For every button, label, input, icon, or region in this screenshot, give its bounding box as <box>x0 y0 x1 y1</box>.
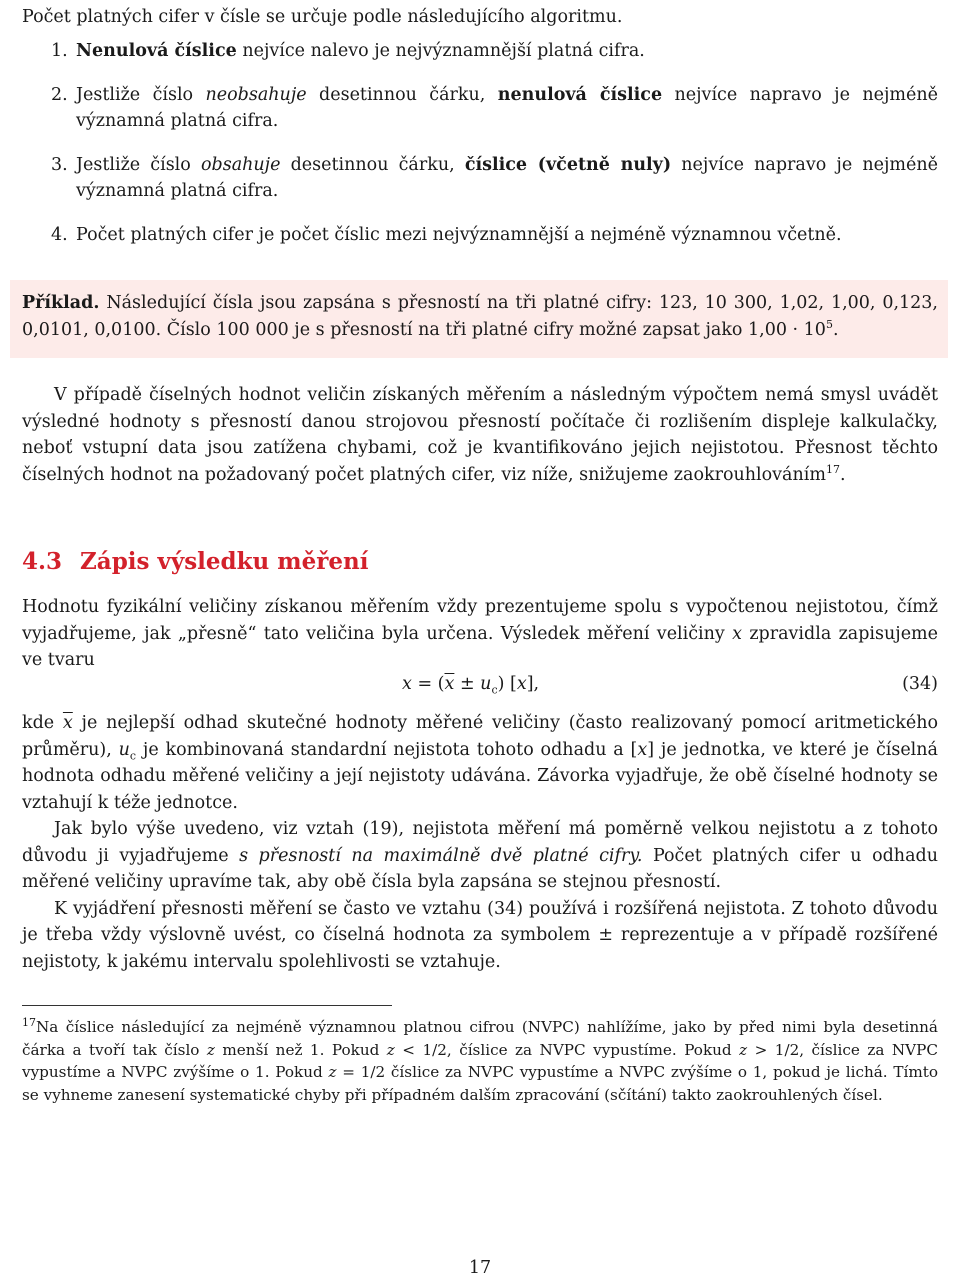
footnote-ref[interactable]: 17 <box>825 462 840 476</box>
list-item <box>22 82 938 135</box>
bold-term: Nenulová číslice <box>76 41 237 61</box>
emphasis-text: obsahuje <box>200 154 281 175</box>
equation-number: (34) <box>902 674 938 694</box>
section-number: 4.3 <box>22 548 63 575</box>
math-var: z <box>206 1040 215 1059</box>
equation-formula <box>402 674 540 697</box>
paragraph: K vyjádření přesnosti měření se často ve vztahu (34) používá i rozšířená nejistota. Z tohoto důvodu je třeba vždy výslovně uvést, co číselná hodnota za symbolem ± reprezentuje a v případě rozšířené nejistoty, k jakému intervalu spolehlivosti se vztahuje. <box>22 898 938 972</box>
list-item <box>22 38 938 65</box>
example-text <box>22 290 938 343</box>
item-text: Jestliže číslo <box>76 84 206 105</box>
footnote-mark: 17 <box>22 1015 36 1029</box>
math-var: x <box>402 674 412 694</box>
math-op: = ( <box>411 674 445 694</box>
item-text: nejvíce napravo je nejméně významná platná cifra. <box>76 84 938 131</box>
footnote-text: = 1/2 číslice za NVPC vypustíme a NVPC zvýšíme o 1, pokud je lichá. Tímto se vyhneme zanesení systematické chyby při případném dalším zpracování (sčítání) takto zaokrouhlených čísel. <box>22 1063 939 1104</box>
footnote-text: menší než 1. Pokud <box>214 1040 387 1059</box>
math-var: u <box>118 739 130 760</box>
item-number: 3. <box>51 154 68 175</box>
math-op: ], <box>526 674 540 694</box>
paragraph <box>22 816 938 896</box>
equation <box>22 674 938 702</box>
text-block <box>22 710 938 975</box>
item-text: desetinnou čárku, <box>306 84 498 105</box>
paragraph-text: Počet platných cifer u odhadu měřené veličiny upravíme tak, aby obě čísla byla zapsána se stejnou přesností. <box>22 845 938 892</box>
paragraph <box>22 594 938 674</box>
footnote-text: Na číslice následující za nejméně významnou platnou cifrou (NVPC) nahlížíme, jako by před nimi byla desetinná čárka a tvoří tak číslo <box>22 1018 938 1059</box>
section-title: Zápis výsledku měření <box>80 548 369 575</box>
emphasis-text: neobsahuje <box>205 84 307 105</box>
item-number: 4. <box>51 224 68 245</box>
example-label: Příklad. <box>22 293 100 313</box>
math-op: ) [ <box>497 674 517 694</box>
emphasis-text: s přesností na maximálně dvě platné cifry. <box>239 845 643 866</box>
paragraph-end: . <box>839 464 846 485</box>
footnote-divider <box>22 1005 392 1006</box>
footnote-text: < 1/2, číslice za NVPC vypustíme. Pokud <box>394 1040 740 1059</box>
math-var: z <box>386 1040 395 1059</box>
example-end: . <box>832 319 839 340</box>
paragraph-text: Jak bylo výše uvedeno, viz vztah (19), nejistota měření má poměrně velkou nejistotu a z tohoto důvodu ji vyjadřujeme <box>22 819 938 866</box>
footnote-text: > 1/2, číslice za NVPC vypustíme a NVPC zvýšíme o 1. Pokud <box>22 1040 938 1081</box>
math-var: z <box>739 1040 748 1059</box>
paragraph-text: ] je jednotka, ve které je číselná hodnota odhadu měřené veličiny a její nejistoty udávána. Závorka vyjadřuje, že obě číselné hodnoty se vztahují k téže jednotce. <box>22 739 938 813</box>
item-text: nejvíce napravo je nejméně významná platná cifra. <box>76 154 938 201</box>
paragraph <box>22 710 938 816</box>
bold-term: číslice (včetně nuly) <box>464 154 672 175</box>
paragraph-text: je nejlepší odhad skutečné hodnoty měřené veličiny (často realizovaný pomocí aritmetického průměru), <box>22 713 938 760</box>
example-body: Následující čísla jsou zapsána s přesností na tři platné cifry: 123, 10 300, 1,02, 1,00, 0,123, 0,0101, 0,0100. Číslo 100 000 je s přesností na tři platné cifry možné zapsat jako 1,00 · 10 <box>22 293 938 340</box>
list-item <box>22 222 938 249</box>
item-number: 2. <box>51 84 68 105</box>
item-text: Jestliže číslo <box>76 154 201 175</box>
item-number: 1. <box>51 41 68 61</box>
paragraph-text: je kombinovaná standardní nejistota tohoto odhadu a [ <box>136 739 638 760</box>
paragraph-text: V případě číselných hodnot veličin získaných měřením a následným výpočtem nemá smysl uvádět výsledné hodnoty s přesností danou strojovou přesností počítače či rozlišením displeje kalkulačky, neboť vstupní data jsou zatížena chybami, což je kvantifikováno jejich nejistotou. Přesnost těchto číselných hodnot na požadovaný počet platných cifer, viz níže, snižujeme zaokrouhlováním <box>22 385 938 485</box>
paragraph-text: Hodnotu fyzikální veličiny získanou měřením vždy prezentujeme spolu s vypočtenou nejistotou, čímž vyjadřujeme, jak „přesně“ tato veličina byla určena. Výsledek měření veličiny <box>22 597 938 644</box>
intro-text: Počet platných cifer v čísle se určuje podle následujícího algoritmu. <box>22 7 623 27</box>
math-var: u <box>480 674 492 694</box>
paragraph-text: kde <box>22 713 63 733</box>
algorithm-list <box>22 38 938 265</box>
page-number: 17 <box>468 1258 492 1278</box>
example-box <box>10 280 948 358</box>
math-subscript: c <box>491 683 498 697</box>
bold-term: nenulová číslice <box>497 84 663 105</box>
math-op: ± <box>454 674 481 694</box>
math-var: x <box>732 623 742 644</box>
math-var-mean: $\overline{x}$ <box>62 713 73 733</box>
item-text: nejvíce nalevo je nejvýznamnější platná cifra. <box>236 41 645 61</box>
paragraph <box>22 382 938 488</box>
math-var-mean: $\overline{x}$ <box>444 674 455 694</box>
list-item <box>22 152 938 205</box>
math-var: x <box>516 674 527 694</box>
section-heading <box>22 548 368 575</box>
paragraph-text: zpravidla zapisujeme ve tvaru <box>22 623 939 670</box>
math-var: z <box>328 1063 337 1081</box>
item-text: desetinnou čárku, <box>280 154 465 175</box>
footnote <box>22 1016 938 1106</box>
math-subscript: c <box>129 749 137 762</box>
math-var: x <box>637 739 648 760</box>
exponent: 5 <box>825 317 833 331</box>
item-text: Počet platných cifer je počet číslic mezi nejvýznamnější a nejméně významnou včetně. <box>76 224 842 245</box>
